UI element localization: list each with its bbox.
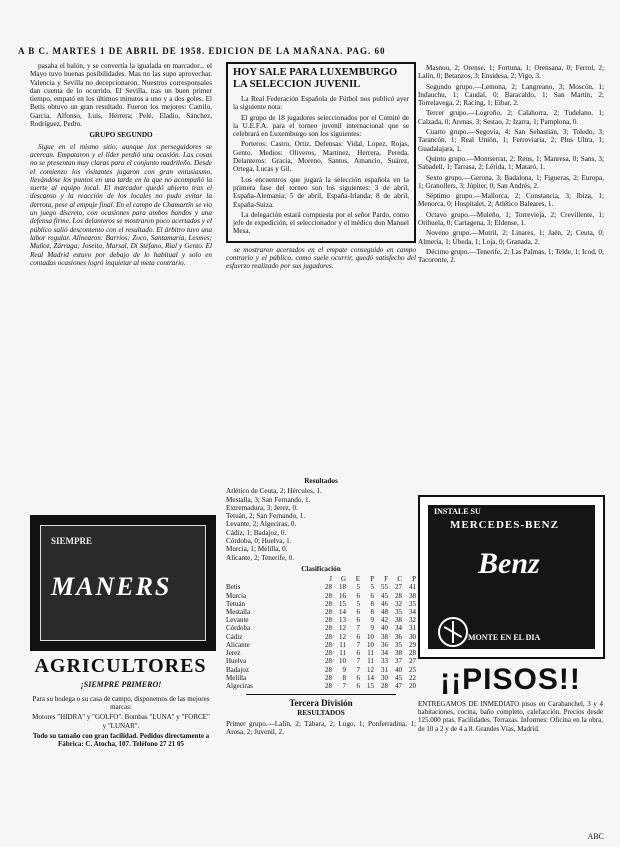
col3-g7: Séptimo grupo.—Mallorca, 2; Constancia, 3; Ibiza, 1; Menorca, 0; Hospitalet, 2; Atlético Baleares, 1. (418, 192, 604, 209)
standings-cell: 7 (356, 640, 360, 649)
standings-cell: 28 (325, 624, 332, 633)
standings-cell: 14 (339, 608, 346, 617)
standings-cell: 36 (395, 632, 402, 641)
tercera-title: Tercera División (289, 698, 353, 709)
juvenil-body-1: La Real Federación Española de Fútbol nos publicó ayer la siguiente nota: (233, 95, 409, 112)
standings-cell: 28 (325, 665, 332, 674)
standings-cell: 28 (325, 616, 332, 625)
column-1 (30, 62, 212, 482)
standings-cell: 28 (325, 599, 332, 608)
standings-cell: 9 (370, 624, 374, 633)
standings-cell: 32 (395, 599, 402, 608)
result-item: Alicante, 2; Tenerife, 0. (226, 553, 295, 562)
standings-cell: 38 (409, 591, 416, 600)
benz-line-1: INSTALE SU (434, 507, 481, 516)
agricultores-text (30, 695, 212, 750)
standings-cell: 6 (356, 591, 360, 600)
standings-header-cell: G (340, 575, 346, 584)
results-list (226, 487, 416, 562)
standings-cell: 45 (395, 673, 402, 682)
standings-cell: 8 (370, 599, 374, 608)
standings-row (226, 608, 416, 616)
standings-cell: 10 (367, 632, 374, 641)
standings-cell: 34 (395, 624, 402, 633)
standings-cell: 28 (381, 681, 388, 690)
col3-g8: Octavo grupo.—Muleño, 1; Torrevieja, 2; Crevillente, 1; Orihuela, 0; Cartagena, 3; Eldense, 1. (418, 210, 604, 228)
standings-cell: Badajoz (226, 665, 249, 674)
standings-row (226, 600, 416, 608)
agric-body2: Motores "HIDRA" y "GOLFO". Bombas "LUNA" y "FORCE" y "LUNAR". (32, 713, 210, 730)
standings-cell: 8 (370, 608, 374, 617)
col3-g2: Segundo grupo.—Lemona, 2; Langreano, 3; Moscón, 1; Indauchu, 1; Caudal, 0; Baracaldo, 1; San Martín, 2; Torrelavega, 2; Racing, 1; Eibar, 2. (418, 82, 604, 108)
standings-cell: 12 (367, 665, 374, 674)
standings-cell: 6 (356, 673, 360, 682)
standings-cell: 6 (356, 608, 360, 617)
standings-cell: 31 (409, 624, 416, 633)
standings-cell: 46 (381, 599, 388, 608)
standings-cell: 47 (395, 681, 402, 690)
standings-cell: 42 (381, 616, 388, 625)
standings-cell: 31 (381, 665, 388, 674)
standings-cell: 28 (325, 640, 332, 649)
standings-cell: 41 (409, 583, 416, 592)
col3-g6: Sexto grupo.—Gerona, 3; Badalona, 1; Figueras, 2; Europa, 1; Granollers, 3; Júpiter, 0; San Andrés, 2. (418, 173, 604, 190)
footer-mark: ABC (587, 832, 604, 841)
result-item: Extremadura, 3; Jerez, 0. (226, 503, 298, 512)
standings-cell: 35 (409, 599, 416, 608)
result-item: Tetuán, 2; San Fernando, 1. (226, 512, 306, 521)
standings-row (226, 641, 416, 649)
divider (246, 694, 396, 695)
standings-cell: 36 (381, 640, 388, 649)
standings-cell: Cádiz (226, 632, 243, 641)
standings-cell: 30 (409, 632, 416, 641)
standings-cell: Córdoba (226, 624, 251, 633)
standings-cell: 6 (356, 649, 360, 658)
under-box-text: se mostraron acertados en el empate conseguido en campo contrario y el público, como suele ocurrir, quedó satisfecho del esfuerzo realizado por sus jugadores. (226, 245, 416, 271)
standings-cell: Levante (226, 616, 249, 625)
standings-cell: 15 (367, 681, 374, 690)
standings-cell: 20 (409, 681, 416, 690)
standings-cell: 12 (339, 624, 346, 633)
standings-cell: 14 (367, 673, 374, 682)
benz-ad (418, 495, 605, 659)
tercera-body: Primer grupo.—Lalín, 2; Tábara, 2; Lugo, 1; Ponferradina, 1; Arosa, 2; Juvenil, 2. (226, 719, 416, 736)
standings-cell: 7 (356, 665, 360, 674)
result-item: Córdoba, 0; Huelva, 1. (226, 537, 292, 546)
juvenil-title: HOY SALE PARA LUXEMBURGO LA SELECCION JUVENIL (233, 67, 398, 90)
standings-cell: 18 (339, 583, 346, 592)
standings-cell: 28 (325, 657, 332, 666)
standings-cell: 28 (409, 649, 416, 658)
standings-row (226, 624, 416, 632)
standings-header-cell: C (397, 575, 402, 584)
standings-cell: 6 (356, 616, 360, 625)
standings-cell: 7 (356, 657, 360, 666)
tercera-sub: RESULTADOS (297, 709, 345, 718)
standings-cell: 28 (325, 591, 332, 600)
juvenil-body-2: El grupo de 18 jugadores seleccionados por el Comité de la U.E.F.A. para el torneo juvenil internacional que se celebrará en Luxemburgo son los siguientes: (233, 113, 409, 139)
standings-cell: 5 (356, 599, 360, 608)
agric-body3: Todo su tamaño con gran facilidad. Pedidos directamente a Fábrica: C. Atocha, 107. Teléfono 27 21 05 (32, 731, 210, 749)
standings-cell: 35 (395, 608, 402, 617)
result-item: Cádiz, 1; Badajoz, 0. (226, 528, 287, 537)
result-item: Murcia, 1; Melilla, 0. (226, 545, 288, 554)
standings-cell: 9 (342, 665, 346, 674)
result-item: Mestalla, 3; San Fernando, 1. (226, 495, 311, 504)
standings-row (226, 616, 416, 624)
standings-cell: 45 (381, 591, 388, 600)
standings-header-cell (226, 575, 318, 583)
standings-cell: 16 (339, 591, 346, 600)
standings-row (226, 583, 416, 591)
standings-cell: Tetuán (226, 599, 245, 608)
benz-logo: Benz (478, 547, 540, 580)
standings-cell: 29 (409, 640, 416, 649)
standings-cell: 32 (409, 616, 416, 625)
benz-line-2: MERCEDES-BENZ (450, 519, 559, 531)
standings-cell: 28 (325, 673, 332, 682)
standings-cell: 11 (339, 640, 346, 649)
standings-cell: 13 (339, 616, 346, 625)
standings-cell: 6 (356, 632, 360, 641)
agricultores-sub: ¡SIEMPRE PRIMERO! (80, 680, 162, 689)
column-2 (226, 62, 416, 482)
results-title: Resultados (304, 477, 338, 485)
col3-g3: Tercer grupo.—Logroño, 2; Calahorra, 2; Tudelano, 1; Calzada, 0; Arenas, 3; Sestao, 2; Izarra, 1; Pamplona, 0. (418, 109, 604, 126)
classif-title: Clasificación (301, 564, 341, 573)
standings-cell: 12 (339, 632, 346, 641)
standings-row (226, 657, 416, 665)
standings-row (226, 666, 416, 674)
standings-cell: 11 (367, 657, 374, 666)
standings-cell: 6 (356, 681, 360, 690)
standings-cell: 7 (342, 681, 346, 690)
standings-cell: 33 (381, 657, 388, 666)
pisos-text: ENTREGAMOS DE INMEDIATO pisos en Carabanchel, 3 y 4 habitaciones, cocina, baño completo, calefacción. Precios desde 125.000 ptas. Facilidades. Terrazas. Informes: Oficina en la obra, de 10 a 2 y de 4 a 8. Grandes Vías, Madrid. (418, 700, 603, 733)
maners-top: SIEMPRE (51, 536, 93, 546)
grupo-body: Sigue en el mismo sitio, aunque los perseguidores se acercan. Empataron y el líder perdió una ocasión. Las cosas no se presentan muy claras para el conjunto madrileño. Desde el comienzo los visitantes jugaron con gran entusiasmo, llevándose los puntos en una tarde en la que no acompañó la suerte al equipo local. El marcador quedó abierto tras el descanso y la reacción de los locales no pudo evitar la derrota, pese al empuje final. En el campo de Chamartín se vio un juego discreto, con ocasiones para ambos bandos y una defensa firme. Los delanteros se mostraron poco acertados y el público salió descontento con el resultado. El árbitro tuvo una labor regular. Alinearon: Barrios; Zoco, Santamaría, Lesmes; Muñoz, Zárraga; Joseito, Marsal, Di Stéfano, Rial y Gento. El Real Madrid estuvo por debajo de lo habitual y solo en contadas ocasiones logró inquietar al meta contrario. (30, 142, 212, 267)
standings-cell: 25 (409, 665, 416, 674)
col3-body1: Masnou, 2; Orense, 1; Fortuna, 1; Orensana, 0; Ferrol, 2; Lalín, 0; Betanzos, 3; Ensidesa, 2; Vigo, 3. (418, 64, 604, 81)
maners-ad-inner (40, 525, 206, 641)
page-header (18, 46, 602, 60)
standings-cell: 27 (395, 583, 402, 592)
standings-cell: 11 (367, 649, 374, 658)
standings-cell: 28 (325, 649, 332, 658)
standings-header-cell: P (370, 575, 374, 584)
standings-cell: 22 (409, 673, 416, 682)
standings-cell: 28 (325, 583, 332, 592)
column-3 (418, 64, 604, 482)
standings-cell: 9 (370, 616, 374, 625)
standings-table (226, 575, 416, 690)
standings-cell: 55 (381, 583, 388, 592)
col3-g4: Cuarto grupo.—Segovia, 4; San Sebastián, 3; Toledo, 3; Tarancón, 1; Real Unión, 1; Ferroviaria, 2; Plus Ultra, 1; Guadalajara, 1. (418, 128, 604, 153)
juvenil-body-4: Los encuentros que jugará la selección española en la primera fase del torneo son los siguientes: 3 de abril, España-Alemania; 5 de abril, España-Irlanda; 8 de abril, España-Suiza. (233, 175, 409, 209)
standings-cell: Jerez (226, 649, 241, 658)
grupo-title: GRUPO SEGUNDO (89, 131, 153, 140)
standings-cell: 6 (370, 591, 374, 600)
standings-cell: 15 (339, 599, 346, 608)
standings-row (226, 649, 416, 657)
juvenil-box (226, 62, 416, 243)
standings-cell: 40 (395, 665, 402, 674)
standings-cell: 11 (339, 649, 346, 658)
standings-cell: 38 (395, 649, 402, 658)
pisos-title: ¡¡PISOS!! (440, 663, 581, 696)
standings-row (226, 674, 416, 682)
juvenil-body-3: Porteros: Castro, Ortiz. Defensas: Vidal, Lopez, Rojas, Gento. Medios: Oliveros, Martinez, Herrera, Pereda. Delanteros: Gracia, Moreno, Santos, Amancio, Suárez, Ortega, Lucas y Gil. (233, 140, 409, 174)
standings-cell: 48 (381, 608, 388, 617)
result-item: Atlético de Ceuta, 2; Hércules, 1. (226, 487, 322, 496)
standings-header (226, 575, 416, 583)
standings-cell: 34 (409, 608, 416, 617)
benz-ad-inner (428, 505, 595, 649)
standings-cell: 28 (325, 632, 332, 641)
benz-line-4: MONTE EN EL DIA (468, 633, 541, 642)
maners-brand: MANERS (51, 572, 172, 601)
standings-row (226, 633, 416, 641)
col3-g10: Décimo grupo.—Tenerife, 2; Las Palmas, 1; Telde, 1; Icod, 0; Tacoronte, 2. (418, 247, 604, 265)
standings-cell: 40 (381, 624, 388, 633)
standings-cell: 35 (395, 640, 402, 649)
standings-cell: Mestalla (226, 608, 251, 617)
standings-cell: 5 (370, 583, 374, 592)
standings-cell: Algeciras (226, 681, 253, 690)
standings-cell: 30 (381, 673, 388, 682)
standings-cell: 28 (325, 608, 332, 617)
result-item: Levante, 2; Algeciras, 0. (226, 520, 297, 529)
mercedes-star-icon (438, 617, 468, 647)
standings-cell: Betis (226, 583, 241, 592)
standings-cell: 38 (381, 632, 388, 641)
standings-cell: 5 (356, 583, 360, 592)
standings-cell: 38 (395, 616, 402, 625)
standings-header-cell: J (329, 575, 332, 584)
standings-cell: 34 (381, 649, 388, 658)
standings-cell: Huelva (226, 657, 247, 666)
standings-cell: Murcia (226, 591, 247, 600)
standings-cell: Alicante (226, 640, 250, 649)
standings-row (226, 682, 416, 690)
standings-cell: 37 (395, 657, 402, 666)
standings-cell: 10 (339, 657, 346, 666)
agricultores-title: AGRICULTORES (34, 655, 207, 677)
col1-intro: pasaba el balón, y se convertía la igualada en marcador... el Mayo tuvo buenas posibilidades. Mas no las supo aprovechar. Valencia y Sevilla no decepcionaron. Nuestros corresponsales dan cuenta de lo ocurrido. El Sevilla, tras un buen primer tiempo, empató en los últimos minutos a uno y a dos goles. El Betis obtuvo un gran resultado. Fueron los mejores: Camilo, Garcia, Alfonso, Luis, Herrera; Pelé, Eladio, Sánchez, Rodríguez, Pedro. (30, 62, 212, 129)
col3-g9: Noveno grupo.—Motril, 2; Linares, 1; Jaén, 2; Ceuta, 0; Almería, 1; Úbeda, 1; Loja, 0; Granada, 2. (418, 229, 604, 246)
standings-cell: 28 (325, 681, 332, 690)
standings-cell: 7 (356, 624, 360, 633)
standings-cell: 28 (395, 591, 402, 600)
standings-cell: Melilla (226, 673, 247, 682)
standings-header-cell: E (355, 575, 360, 584)
col3-g5: Quinto grupo.—Montserrat, 2; Reus, 1; Manresa, 0; Sans, 3; Sabadell, 1; Tarrasa, 2; Lérida, 1; Mataró, 1. (418, 154, 604, 172)
standings-cell: 10 (367, 640, 374, 649)
standings-header-cell: F (384, 575, 388, 584)
maners-ad (30, 515, 216, 651)
juvenil-body-5: La delegación estará compuesta por el señor Pardo, como jefe de expedición, el seleccionador y el médico don Manuel Mesa. (233, 210, 409, 236)
standings-cell: 27 (409, 657, 416, 666)
column-2-lower (226, 475, 416, 736)
agric-body1: Para su bodega o su casa de campo, disponemos de las mejores marcas: (32, 695, 210, 712)
standings-row (226, 592, 416, 600)
standings-header-cell: P (412, 575, 416, 584)
header-title: A B C. MARTES 1 DE ABRIL DE 1958. EDICION DE LA MAÑANA. PAG. 60 (18, 46, 386, 56)
standings-cell: 8 (342, 673, 346, 682)
